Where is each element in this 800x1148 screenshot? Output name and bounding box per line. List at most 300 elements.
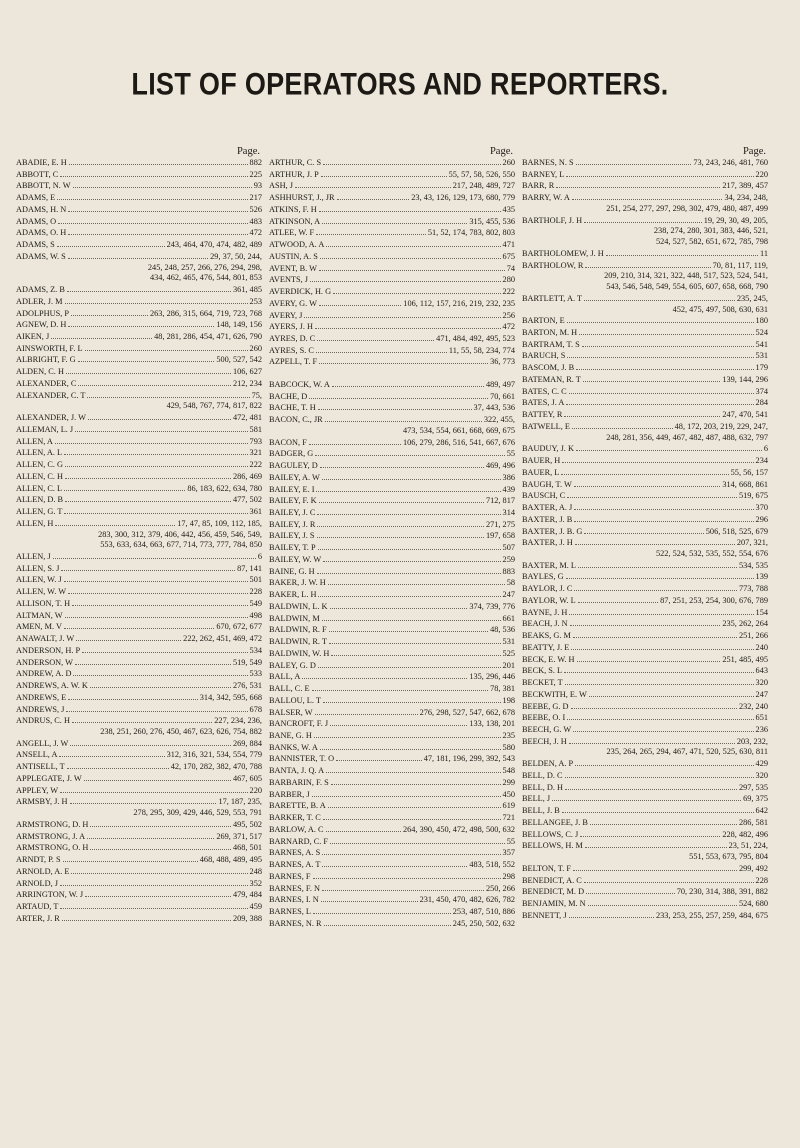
dot-leader	[70, 738, 231, 746]
index-entry	[269, 519, 515, 531]
operator-name: BELL, J	[522, 794, 551, 804]
operator-name: ASHHURST, J., JR	[269, 193, 335, 203]
operator-name: ARNOLD, J	[16, 878, 58, 888]
page-references: 361	[249, 507, 262, 517]
index-entry	[16, 889, 262, 901]
page-references: 472, 481	[232, 413, 262, 423]
index-entry	[269, 402, 515, 414]
page-references: 106, 112, 157, 216, 219, 232, 235	[403, 298, 515, 308]
index-entry	[16, 692, 262, 704]
dot-leader	[315, 321, 501, 329]
index-entry	[16, 216, 262, 228]
dot-leader	[575, 537, 735, 545]
dot-leader	[578, 595, 659, 603]
page-references: 148, 149, 156	[216, 320, 262, 330]
operator-name: ALEXANDER, C. T	[16, 390, 86, 400]
dot-leader	[78, 354, 215, 362]
dot-leader	[90, 680, 231, 688]
dot-leader	[588, 898, 737, 906]
operator-name: AZPELL, T. F	[269, 357, 318, 367]
dot-leader	[317, 333, 434, 341]
page-references: 352	[249, 878, 262, 888]
dot-leader	[567, 350, 753, 358]
operator-name: BALL, C. E	[269, 684, 310, 694]
index-entry	[269, 192, 515, 204]
operator-name: AVENT, B. W	[269, 263, 317, 273]
page-references: 357	[502, 848, 515, 858]
dot-leader	[322, 472, 501, 480]
index-entry	[269, 204, 515, 216]
operator-name: BEACH, J. N	[522, 619, 568, 629]
index-entry	[522, 607, 768, 619]
dot-leader	[326, 239, 500, 247]
page-references: 361, 485	[232, 285, 262, 295]
page-references: 17, 187, 235,	[218, 797, 262, 807]
page-column-header: Page.	[742, 146, 766, 157]
operator-name: BARRY, W. A	[522, 193, 570, 203]
page-references: 472	[502, 322, 515, 332]
operator-name: BACON, C., JR	[269, 415, 323, 425]
operator-name: ATLEE, W. F	[269, 228, 315, 238]
dot-leader	[584, 526, 703, 534]
index-entry	[269, 671, 515, 683]
dot-leader	[326, 824, 401, 832]
page-references: 250, 266	[485, 883, 515, 893]
dot-leader	[64, 574, 248, 582]
dot-leader	[55, 518, 175, 526]
dot-leader	[566, 397, 753, 405]
page-references: 651	[755, 713, 768, 723]
page-references: 260	[502, 158, 515, 167]
operator-name: BEEBE, O. I	[522, 713, 566, 723]
index-entry	[269, 683, 515, 695]
page-references: 154	[755, 607, 768, 617]
page-references: 220	[249, 785, 262, 795]
index-entry	[16, 901, 262, 913]
dot-leader	[75, 424, 247, 432]
entry-continuation: 429, 548, 767, 774, 817, 822	[166, 401, 262, 411]
dot-leader	[57, 239, 165, 247]
page-references: 519, 549	[232, 657, 262, 667]
index-entry	[522, 595, 768, 607]
page-references: 55, 56, 157	[730, 467, 768, 477]
dot-leader	[312, 683, 489, 691]
page-references: 468, 501	[232, 843, 262, 853]
index-entry	[16, 657, 262, 669]
operator-name: BARTHOLOMEW, J. H	[522, 248, 604, 258]
page-references: 643	[755, 666, 768, 676]
dot-leader	[67, 761, 169, 769]
page-references: 314, 342, 595, 668	[199, 692, 262, 702]
index-entry	[16, 296, 262, 308]
index-entry	[522, 875, 768, 887]
page-references: 135, 296, 446	[469, 672, 515, 682]
index-entry	[269, 448, 515, 460]
page-references: 139, 144, 296	[722, 374, 768, 384]
operator-name: BATES, J. A	[522, 398, 565, 408]
dot-leader	[90, 842, 231, 850]
dot-leader	[562, 805, 754, 813]
operator-name: ARMSTRONG, D. H	[16, 819, 89, 829]
operator-name: ANDERSON, H. P	[16, 645, 81, 655]
entry-continuation: 551, 553, 673, 795, 804	[689, 852, 768, 862]
operator-name: BAINE, G. H	[269, 566, 315, 576]
operator-name: BAILEY, W. W	[269, 554, 322, 564]
index-entry	[269, 800, 515, 812]
operator-name: BANTA, J. Q. A	[269, 766, 325, 776]
dot-leader	[318, 542, 501, 550]
operator-name: AYERS, J. H	[269, 322, 313, 332]
dot-leader	[576, 157, 692, 165]
operator-name: ALLEN, H	[16, 518, 54, 528]
dot-leader	[60, 785, 247, 793]
dot-leader	[316, 227, 426, 235]
page-references: 251, 485, 495	[722, 654, 768, 664]
page-references: 548	[502, 766, 515, 776]
page-references: 320	[755, 678, 768, 688]
index-entry	[16, 749, 262, 761]
section-spacer	[269, 368, 515, 379]
dot-leader	[65, 494, 231, 502]
dot-leader	[68, 227, 247, 235]
index-entry	[16, 574, 262, 586]
index-entry	[269, 636, 515, 648]
index-entry	[16, 738, 262, 750]
page-references: 541	[755, 339, 768, 349]
operator-name: ALLEN, C. L	[16, 483, 63, 493]
dot-leader	[60, 169, 247, 177]
dot-leader	[567, 315, 754, 323]
index-entry	[522, 157, 768, 169]
dot-leader	[90, 819, 231, 827]
dot-leader	[68, 692, 198, 700]
dot-leader	[322, 613, 501, 621]
page-references: 222	[249, 460, 262, 470]
operator-name: BELLOWS, H. M	[522, 841, 583, 851]
page-references: 524	[755, 328, 768, 338]
operator-name: BELL, D. H	[522, 782, 564, 792]
index-entry	[269, 836, 515, 848]
operator-name: BARNES, L	[269, 906, 311, 916]
dot-leader	[310, 274, 501, 282]
operator-name: ALEXANDER, C	[16, 378, 77, 388]
dot-leader	[570, 618, 721, 626]
dot-leader	[319, 495, 484, 503]
dot-leader	[571, 642, 753, 650]
dot-leader	[564, 409, 720, 417]
page-references: 280	[502, 275, 515, 285]
page-references: 299, 492	[738, 863, 768, 873]
dot-leader	[552, 793, 741, 801]
index-entry	[269, 577, 515, 589]
dot-leader	[58, 216, 247, 224]
page-references: 235, 245,	[736, 293, 768, 303]
entry-continuation: 473, 534, 554, 661, 668, 669, 675	[402, 425, 515, 435]
operator-name: BAUER, L	[522, 467, 560, 477]
index-entry	[522, 315, 768, 327]
dot-leader	[309, 391, 488, 399]
index-entry	[522, 502, 768, 514]
dot-leader	[65, 459, 248, 467]
index-entry	[16, 913, 262, 925]
index-column-3	[522, 146, 768, 921]
page-references: 58	[506, 578, 515, 588]
index-entry	[16, 251, 262, 263]
index-entry	[522, 374, 768, 386]
operator-name: BAUSCH, C	[522, 491, 566, 501]
operator-name: AIKEN, J	[16, 332, 50, 342]
operator-name: ANAWALT, J. W	[16, 634, 75, 644]
dot-leader	[325, 414, 482, 422]
dot-leader	[579, 327, 753, 335]
dot-leader	[576, 443, 762, 451]
index-entry	[269, 566, 515, 578]
index-entry	[16, 483, 262, 495]
operator-name: BEECH, J. H	[522, 736, 567, 746]
dot-leader	[576, 362, 753, 370]
page-references: 243, 464, 470, 474, 482, 489	[166, 240, 262, 250]
index-entry	[16, 319, 262, 331]
dot-leader	[69, 157, 248, 165]
operator-name: BAYNE, J. H	[522, 607, 568, 617]
dot-leader	[574, 502, 753, 510]
operator-name: BARTON, M. H	[522, 328, 578, 338]
operator-name: BAILEY, A. W	[269, 472, 320, 482]
page-references: 240	[755, 642, 768, 652]
index-entry	[269, 542, 515, 554]
operator-name: BAKER, L. H	[269, 590, 317, 600]
dot-leader	[63, 854, 198, 862]
page-references: 471	[502, 240, 515, 250]
index-entry	[16, 704, 262, 716]
index-entry	[269, 789, 515, 801]
page-references: 531	[502, 637, 515, 647]
index-entry	[16, 354, 262, 366]
operator-name: BALLOU, L. T	[269, 695, 321, 705]
index-entry	[522, 248, 768, 260]
dot-leader	[64, 483, 185, 491]
index-entry	[16, 796, 262, 808]
dot-leader	[71, 308, 148, 316]
entry-continuation: 235, 264, 265, 294, 467, 471, 520, 525, 630, 811	[606, 747, 768, 757]
dot-leader	[322, 216, 467, 224]
page-references: 472	[249, 228, 262, 238]
dot-leader	[317, 519, 484, 527]
page-references: 264, 390, 450, 472, 498, 500, 632	[402, 824, 515, 834]
page-references: 253, 487, 510, 886	[452, 906, 515, 916]
operator-name: BARNES, F	[269, 871, 311, 881]
page-references: 500, 527, 542	[216, 355, 262, 365]
dot-leader	[328, 577, 505, 585]
dot-leader	[322, 883, 484, 891]
operator-name: BARNES, N. R	[269, 918, 322, 928]
dot-leader	[313, 871, 501, 879]
page-references: 533	[249, 669, 262, 679]
dot-leader	[565, 770, 754, 778]
operator-name: BAYLES, G	[522, 572, 564, 582]
page-references: 259	[502, 554, 515, 564]
operator-name: AVERY, G. W	[269, 298, 317, 308]
operator-name: ARMSTRONG, J. A	[16, 831, 86, 841]
index-entry	[16, 284, 262, 296]
dot-leader	[51, 331, 152, 339]
page-references: 87, 251, 253, 254, 300, 676, 789	[660, 595, 768, 605]
dot-leader	[70, 796, 217, 804]
dot-leader	[73, 668, 247, 676]
index-entry	[16, 715, 262, 727]
page-references: 78, 381	[490, 684, 515, 694]
operator-name: BARNES, A. S	[269, 848, 321, 858]
dot-leader	[309, 437, 401, 445]
dot-leader	[564, 665, 753, 673]
index-entry	[522, 805, 768, 817]
dot-leader	[64, 447, 247, 455]
dot-leader	[295, 180, 451, 188]
page-references: 678	[249, 704, 262, 714]
page-references: 247	[502, 590, 515, 600]
operator-name: BAILEY, J. S	[269, 531, 315, 541]
page-references: 276, 531	[232, 681, 262, 691]
page-references: 231, 450, 470, 482, 626, 782	[419, 895, 515, 905]
page-references: 661	[502, 613, 515, 623]
index-entry	[16, 239, 262, 251]
operator-name: BALDWIN, M	[269, 613, 320, 623]
operator-name: ALLEN, C. H	[16, 471, 64, 481]
page-references: 139	[755, 572, 768, 582]
operator-name: BELL, D. C	[522, 770, 563, 780]
dot-leader	[578, 560, 737, 568]
index-entry	[16, 390, 262, 402]
operator-name: BATEMAN, R. T	[522, 374, 581, 384]
entry-continuation: 434, 462, 465, 476, 544, 801, 853	[149, 273, 262, 283]
dot-leader	[567, 490, 737, 498]
index-entry	[269, 356, 515, 368]
page-references: 179	[755, 363, 768, 373]
index-entry	[522, 898, 768, 910]
operator-name: BARNES, I. N	[269, 895, 319, 905]
operator-name: BADGER, G	[269, 449, 314, 459]
dot-leader	[315, 707, 418, 715]
page-references: 93	[253, 181, 262, 191]
index-entry	[16, 598, 262, 610]
index-entry	[522, 397, 768, 409]
index-entry	[16, 854, 262, 866]
operator-name: ATKINS, F. H	[269, 204, 317, 214]
operator-name: BALDWIN, W. H	[269, 648, 330, 658]
dot-leader	[566, 169, 753, 177]
index-entry	[522, 677, 768, 689]
dot-leader	[323, 695, 501, 703]
index-entry	[16, 680, 262, 692]
dot-leader	[72, 715, 212, 723]
page-references: 450	[502, 789, 515, 799]
operator-name: ALLEMAN, L. J	[16, 424, 74, 434]
index-entry	[269, 495, 515, 507]
dot-leader	[328, 800, 501, 808]
page-references: 296	[755, 514, 768, 524]
operator-name: ADAMS, O	[16, 216, 57, 226]
operator-name: ALLEN, J	[16, 551, 51, 561]
operator-name: BAUGH, T. W	[522, 479, 572, 489]
page-references: 106, 279, 286, 516, 541, 667, 676	[402, 437, 515, 447]
operator-name: ADAMS, S	[16, 240, 55, 250]
dot-leader	[318, 589, 500, 597]
index-entry	[269, 753, 515, 765]
index-entry	[16, 424, 262, 436]
operator-name: BACHE, T. H	[269, 403, 316, 413]
page-references: 201	[502, 660, 515, 670]
dot-leader	[314, 730, 501, 738]
page-title: LIST OF OPERATORS AND REPORTERS.	[131, 66, 669, 102]
page-references: 42, 170, 282, 382, 470, 788	[170, 762, 262, 772]
page-references: 70, 230, 314, 388, 391, 882	[676, 887, 768, 897]
page-references: 712, 817	[485, 496, 515, 506]
operator-name: AVERY, J	[269, 310, 303, 320]
operator-name: BENEDICT, A. C	[522, 875, 582, 885]
dot-leader	[569, 910, 654, 918]
index-entry	[269, 414, 515, 426]
index-entry	[16, 192, 262, 204]
page-references: 55	[506, 449, 515, 459]
dot-leader	[585, 260, 710, 268]
page-column-header: Page.	[236, 146, 260, 157]
page-references: 228	[249, 587, 262, 597]
operator-name: ADLER, J. M	[16, 296, 63, 306]
operator-name: BARNES, N. S	[522, 158, 574, 167]
page-references: 322, 455,	[483, 415, 515, 425]
index-entry	[522, 350, 768, 362]
operator-name: APPLEY, W	[16, 785, 59, 795]
operator-name: BATTEY, R	[522, 410, 563, 420]
dot-leader	[65, 610, 248, 618]
dot-leader	[329, 636, 501, 644]
dot-leader	[66, 366, 231, 374]
operator-name: ARMSBY, J. H	[16, 797, 68, 807]
operator-name: ARTHUR, C. S	[269, 158, 322, 167]
page-references: 245, 250, 502, 632	[452, 918, 515, 928]
page-references: 197, 658	[485, 531, 515, 541]
page-references: 222	[502, 287, 515, 297]
operator-name: BEEBE, G. D	[522, 701, 569, 711]
index-entry	[522, 817, 768, 829]
page-references: 370	[755, 503, 768, 513]
page-references: 526	[249, 204, 262, 214]
index-entry	[522, 724, 768, 736]
dot-leader	[55, 436, 248, 444]
dot-leader	[53, 551, 256, 559]
operator-name: BECKET, T	[522, 678, 563, 688]
operator-name: BELLOWS, C. J	[522, 829, 579, 839]
dot-leader	[606, 248, 758, 256]
dot-leader	[317, 507, 500, 515]
operator-name: BENNETT, J	[522, 910, 567, 920]
operator-name: ABADIE, E. H	[16, 158, 67, 167]
page-references: 220	[755, 169, 768, 179]
page-references: 227, 234, 236,	[214, 716, 262, 726]
entry-continuation: 245, 248, 257, 266, 276, 294, 298,	[147, 262, 262, 272]
index-entry	[16, 447, 262, 459]
index-entry	[269, 906, 515, 918]
page-references: 251, 266	[738, 631, 768, 641]
operator-name: BALDWIN, R. T	[269, 637, 327, 647]
operator-name: BAYLOR, J. C	[522, 584, 573, 594]
index-entry	[269, 216, 515, 228]
index-entry	[269, 507, 515, 519]
operator-name: ARTHUR, J. P	[269, 169, 319, 179]
operator-name: AGNEW, D. H	[16, 320, 67, 330]
page-references: 534	[249, 645, 262, 655]
page-references: 11	[760, 248, 768, 258]
